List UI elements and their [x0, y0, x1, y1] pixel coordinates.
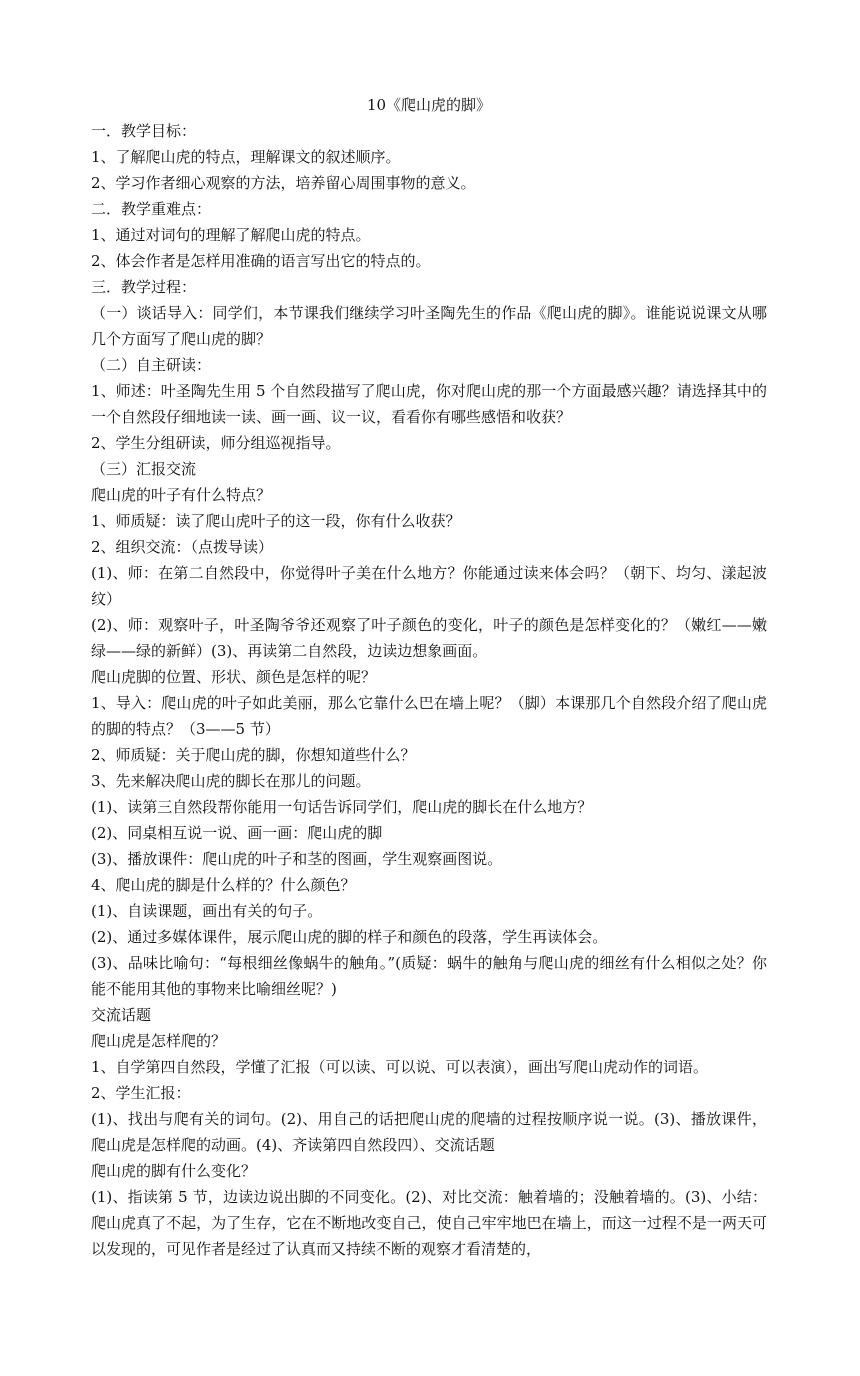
text-line: 2、体会作者是怎样用准确的语言写出它的特点的。 [91, 252, 431, 270]
text-line: 1、师质疑：读了爬山虎叶子的这一段，你有什么收获？ [91, 512, 461, 530]
paragraph: (1)、师：在第二自然段中，你觉得叶子美在什么地方？你能通过读来体会吗？（朝下、均匀、漾起波纹） [91, 564, 767, 608]
text-line: 交流话题 [91, 1006, 152, 1024]
text-line: 2、学生分组研读，师分组巡视指导。 [91, 434, 341, 452]
text-line: (2)、通过多媒体课件，展示爬山虎的脚的样子和颜色的段落，学生再读体会。 [91, 928, 608, 946]
text-line: （二）自主研读： [91, 356, 212, 374]
paragraph: 1、师述：叶圣陶先生用 5 个自然段描写了爬山虎，你对爬山虎的那一个方面最感兴趣？请选择其中的一个自然段仔细地读一读、画一画、议一议，看看你有哪些感悟和收获？ [91, 382, 767, 426]
paragraph: (1)、指读第 5 节，边读边说出脚的不同变化。(2)、对比交流：触着墙的；没触着墙的。(3)、小结：爬山虎真了不起，为了生存，它在不断地改变自己，使自己牢牢地巴在墙上，而这一过程不是一两天可以发现的，可见作者是经过了认真而又持续不断的观察才看清楚的， [91, 1188, 767, 1258]
paragraph: 1、导入：爬山虎的叶子如此美丽，那么它靠什么巴在墙上呢？（脚）本课那几个自然段介绍了爬山虎的脚的特点？（3——5 节） [91, 694, 767, 738]
text-line: 2、学习作者细心观察的方法，培养留心周围事物的意义。 [91, 174, 476, 192]
text-line: (3)、播放课件：爬山虎的叶子和茎的图画，学生观察画图说。 [91, 850, 503, 868]
text-line: 3、先来解决爬山虎的脚长在那儿的问题。 [91, 772, 371, 790]
text-line: 1、通过对词句的理解了解爬山虎的特点。 [91, 226, 371, 244]
text-line: 爬山虎的叶子有什么特点？ [91, 486, 272, 504]
section-heading: 二．教学重难点： [91, 200, 212, 218]
paragraph: 1、自学第四自然段，学懂了汇报（可以读、可以说、可以表演），画出写爬山虎动作的词语。 [91, 1058, 709, 1076]
text-line: 2、学生汇报： [91, 1084, 191, 1102]
document-body [91, 92, 767, 1262]
text-line: (1)、读第三自然段帮你能用一句话告诉同学们，爬山虎的脚长在什么地方？ [91, 798, 593, 816]
text-line: (1)、自读课题，画出有关的句子。 [91, 902, 323, 920]
text-line: （三）汇报交流 [91, 460, 197, 478]
section-heading: 三．教学过程： [91, 278, 197, 296]
paragraph: (3)、品味比喻句：“每根细丝像蜗牛的触角。”(质疑：蜗牛的触角与爬山虎的细丝有什么相似之处？你能不能用其他的事物来比喻细丝呢？) [91, 954, 767, 998]
paragraph: （一）谈话导入：同学们，本节课我们继续学习叶圣陶先生的作品《爬山虎的脚》。谁能说说课文从哪几个方面写了爬山虎的脚？ [91, 304, 767, 348]
text-line: 爬山虎是怎样爬的？ [91, 1032, 227, 1050]
text-line: (2)、同桌相互说一说、画一画：爬山虎的脚 [91, 824, 383, 842]
paragraph: (2)、师：观察叶子，叶圣陶爷爷还观察了叶子颜色的变化，叶子的颜色是怎样变化的？（嫩红——嫩绿——绿的新鲜）(3)、再读第二自然段，边读边想象画面。 [91, 616, 767, 660]
section-heading: 一．教学目标： [91, 122, 197, 140]
text-line: 2、师质疑：关于爬山虎的脚，你想知道些什么？ [91, 746, 416, 764]
text-line: 1、了解爬山虎的特点，理解课文的叙述顺序。 [91, 148, 401, 166]
paragraph: (1)、找出与爬有关的词句。(2)、用自己的话把爬山虎的爬墙的过程按顺序说一说。(3)、播放课件，爬山虎是怎样爬的动画。(4)、齐读第四自然段四）、交流话题 [91, 1110, 767, 1154]
text-line: 爬山虎脚的位置、形状、颜色是怎样的呢？ [91, 668, 377, 686]
document-title: 10《爬山虎的脚》 [366, 96, 492, 114]
text-line: 2、组织交流：（点拨导读） [91, 538, 274, 556]
document-lines [91, 118, 767, 1262]
text-line: 爬山虎的脚有什么变化？ [91, 1162, 257, 1180]
text-line: 4、爬山虎的脚是什么样的？什么颜色？ [91, 876, 356, 894]
